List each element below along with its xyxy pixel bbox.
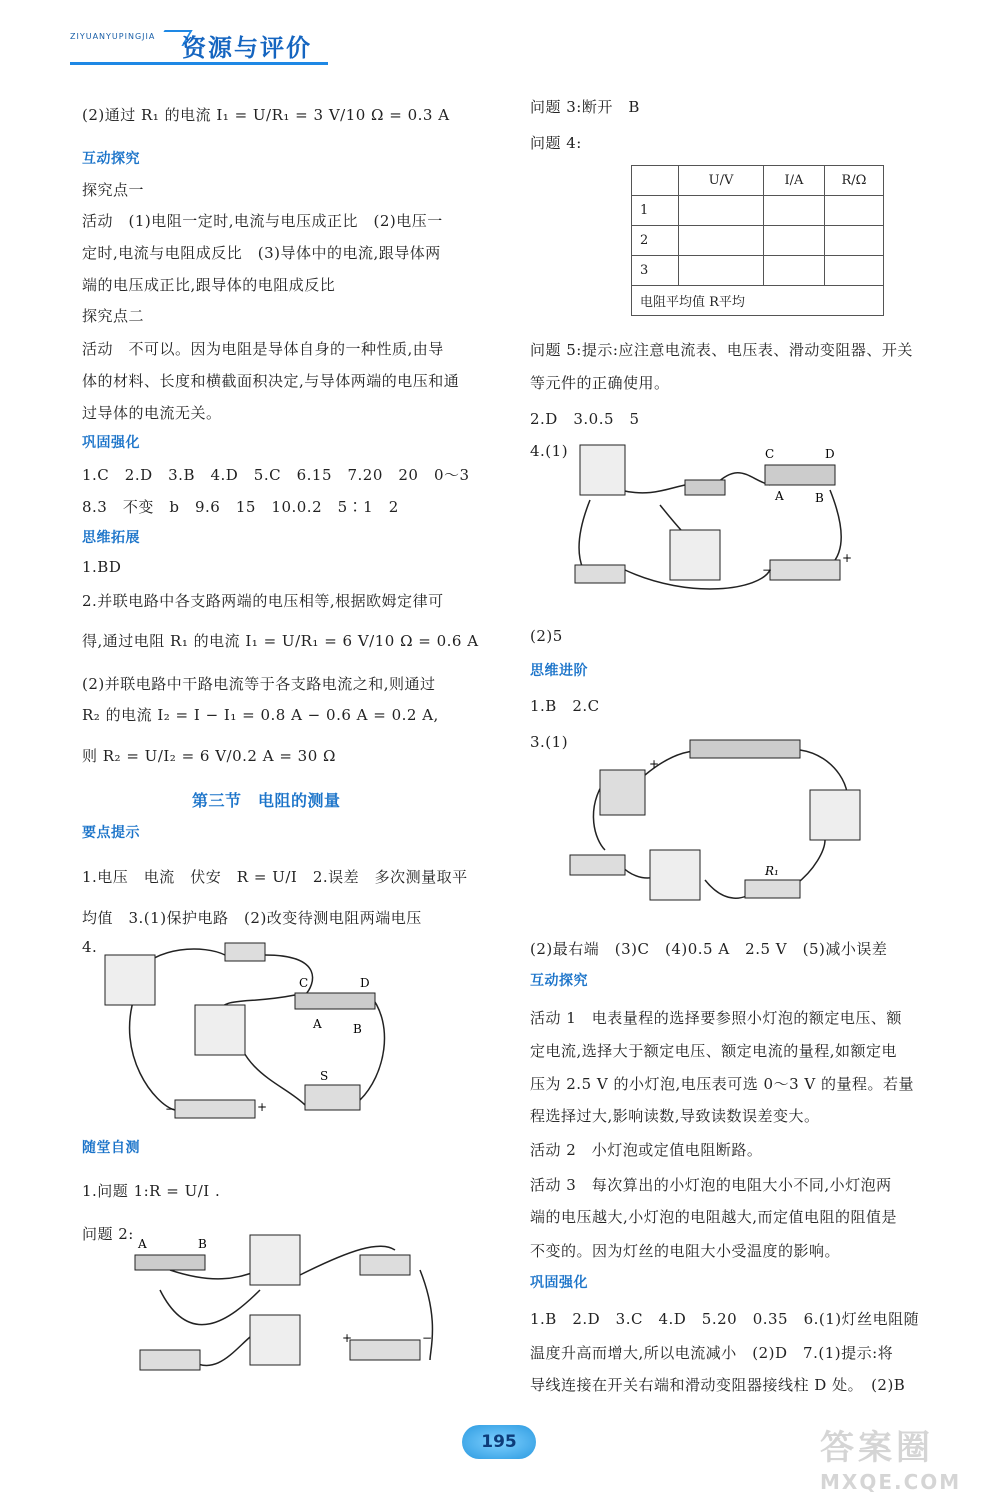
fig-label: A (138, 1237, 147, 1251)
measurement-table (631, 165, 884, 316)
text-line: 活动 1 电表量程的选择要参照小灯泡的额定电压、额 (530, 1009, 902, 1027)
section-heading: 巩固强化 (530, 1275, 588, 1291)
text-line: 活动 3 每次算出的小灯泡的电阻大小不同,小灯泡两 (530, 1176, 892, 1194)
table-row-label: 3 (632, 256, 679, 286)
header-title: 资源与评价 (182, 34, 312, 62)
chapter-section-title: 第三节 电阻的测量 (192, 791, 341, 810)
text-line: (2)通过 R₁ 的电流 I₁ = U/R₁ = 3 V/10 Ω = 0.3 A (82, 106, 450, 124)
text-line: 1.问题 1:R = U/I . (82, 1182, 221, 1200)
fig-label: B (353, 1022, 362, 1036)
text-line: 则 R₂ = U/I₂ = 6 V/0.2 A = 30 Ω (82, 747, 336, 765)
fig-label: + (649, 757, 660, 771)
fig-label: + (257, 1100, 268, 1114)
text-line: 定时,电流与电阻成反比 (3)导体中的电流,跟导体两 (82, 244, 441, 262)
circuit-diagram-1 (95, 935, 425, 1135)
section-heading: 互动探究 (530, 973, 588, 989)
text-line: 端的电压越大,小灯泡的电阻越大,而定值电阻的阻值是 (530, 1208, 898, 1226)
table-header-cell (632, 166, 679, 196)
section-heading: 要点提示 (82, 825, 140, 841)
fig-label: C (299, 976, 309, 990)
section-heading: 思维进阶 (530, 663, 588, 679)
fig-label: D (825, 447, 835, 461)
table-footer: 电阻平均值 R平均 (632, 286, 884, 316)
table-header-cell: U/V (679, 166, 764, 196)
text-line: 1.B 2.D 3.C 4.D 5.20 0.35 6.(1)灯丝电阻随 (530, 1310, 920, 1328)
text-line: 问题 4: (530, 134, 582, 152)
table-header-cell: I/A (764, 166, 825, 196)
text-line: 问题 3:断开 B (530, 98, 640, 116)
section-heading: 思维拓展 (82, 530, 140, 546)
text-line: 探究点二 (82, 307, 145, 325)
circuit-diagram-2 (130, 1230, 440, 1390)
text-line: R₂ 的电流 I₂ = I − I₁ = 0.8 A − 0.6 A = 0.2 A, (82, 706, 439, 724)
text-line: 定电流,选择大于额定电压、额定电流的量程,如额定电 (530, 1042, 898, 1060)
text-line: 1.B 2.C (530, 697, 600, 715)
text-line: 4.(1) (530, 442, 569, 460)
fig-label: A (775, 489, 784, 503)
text-line: (2)5 (530, 627, 563, 645)
header-pinyin: ZIYUANYUPINGJIA (70, 32, 156, 41)
header-rule (70, 62, 328, 65)
watermark (800, 1420, 990, 1500)
text-line: 等元件的正确使用。 (530, 374, 670, 392)
table-row-label: 2 (632, 226, 679, 256)
text-line: 活动 2 小灯泡或定值电阻断路。 (530, 1141, 763, 1159)
fig-label: − (762, 563, 773, 577)
text-line: 探究点一 (82, 181, 145, 199)
text-line: 2.D 3.0.5 5 (530, 410, 640, 428)
text-line: 8.3 不变 b 9.6 15 10.0.2 5∶1 2 (82, 498, 399, 516)
text-line: 问题 2: (82, 1225, 134, 1243)
table-header-cell: R/Ω (825, 166, 884, 196)
text-line: 压为 2.5 V 的小灯泡,电压表可选 0～3 V 的量程。若量 (530, 1075, 914, 1093)
fig-label: C (765, 447, 775, 461)
fig-label: A (313, 1017, 322, 1031)
text-line: 端的电压成正比,跟导体的电阻成反比 (82, 276, 336, 294)
section-heading: 巩固强化 (82, 435, 140, 451)
text-line: 不变的。因为灯丝的电阻大小受温度的影响。 (530, 1242, 841, 1260)
text-line: 导线连接在开关右端和滑动变阻器接线柱 D 处。 (2)B (530, 1376, 906, 1394)
text-line: (2)最右端 (3)C (4)0.5 A 2.5 V (5)减小误差 (530, 940, 888, 958)
text-line: (2)并联电路中干路电流等于各支路电流之和,则通过 (82, 675, 436, 693)
text-line: 1.BD (82, 558, 122, 576)
text-line: 活动 (1)电阻一定时,电流与电压成正比 (2)电压一 (82, 212, 443, 230)
page-number: 195 (462, 1425, 536, 1459)
text-line: 4. (82, 938, 98, 956)
section-heading: 互动探究 (82, 151, 140, 167)
circuit-diagram-4 (565, 730, 865, 910)
watermark-url: MXQE.COM (820, 1470, 962, 1494)
text-line: 问题 5:提示:应注意电流表、电压表、滑动变阻器、开关 (530, 341, 913, 359)
fig-label: R₁ (765, 864, 779, 878)
text-line: 程选择过大,影响读数,导致读数误差变大。 (530, 1107, 820, 1125)
fig-label: D (360, 976, 370, 990)
fig-label: B (815, 491, 824, 505)
text-line: 得,通过电阻 R₁ 的电流 I₁ = U/R₁ = 6 V/10 Ω = 0.6 A (82, 632, 479, 650)
fig-label: + (842, 551, 853, 565)
text-line: 3.(1) (530, 733, 569, 751)
fig-label: − (422, 1331, 433, 1345)
text-line: 1.电压 电流 伏安 R = U/I 2.误差 多次测量取平 (82, 868, 468, 886)
fig-label: B (198, 1237, 207, 1251)
section-heading: 随堂自测 (82, 1140, 140, 1156)
fig-label: + (342, 1331, 353, 1345)
book-header (70, 28, 330, 68)
text-line: 1.C 2.D 3.B 4.D 5.C 6.15 7.20 20 0～3 (82, 466, 470, 484)
fig-label: S (320, 1069, 329, 1083)
text-line: 均值 3.(1)保护电路 (2)改变待测电阻两端电压 (82, 909, 422, 927)
watermark-text: 答案圈 (820, 1428, 934, 1468)
text-line: 活动 不可以。因为电阻是导体自身的一种性质,由导 (82, 340, 444, 358)
fig-label: − (165, 1102, 176, 1116)
circuit-diagram-3 (570, 440, 860, 600)
table-row-label: 1 (632, 196, 679, 226)
text-line: 体的材料、长度和横截面积决定,与导体两端的电压和通 (82, 372, 460, 390)
text-line: 过导体的电流无关。 (82, 404, 222, 422)
text-line: 2.并联电路中各支路两端的电压相等,根据欧姆定律可 (82, 592, 444, 610)
text-line: 温度升高而增大,所以电流减小 (2)D 7.(1)提示:将 (530, 1344, 894, 1362)
